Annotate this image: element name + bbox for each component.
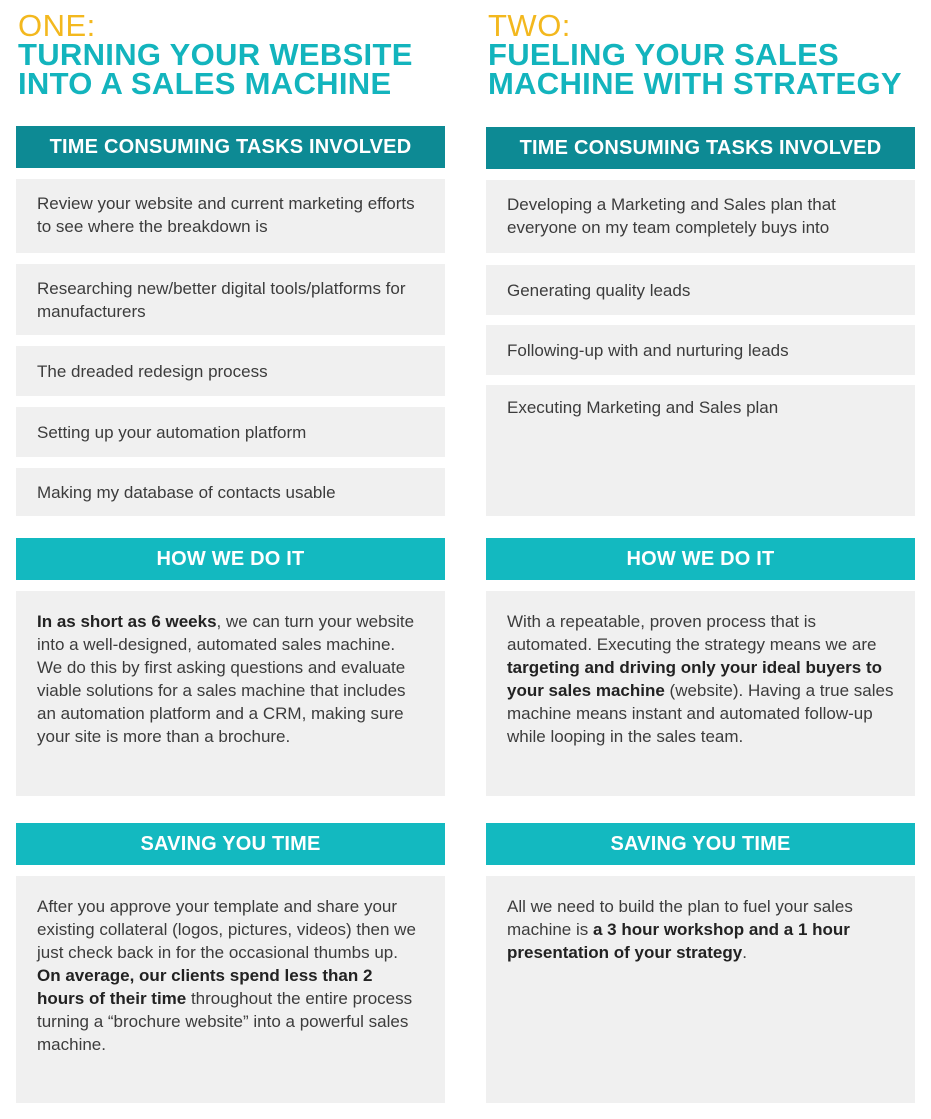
section-heading: FUELING YOUR SALES MACHINE WITH STRATEGY <box>488 37 902 101</box>
how-header: HOW WE DO IT <box>486 538 915 580</box>
section-number: TWO: <box>488 8 571 43</box>
task-item: Making my database of contacts usable <box>16 468 445 516</box>
column-two <box>486 0 916 1119</box>
column-one <box>16 0 446 1119</box>
task-item: The dreaded redesign process <box>16 346 445 396</box>
saving-body: After you approve your template and share your existing collateral (logos, pictures, videos) then we just check back in for the occasional thumbs up. On average, our clients spend less than 2 hours of their time throughout the entire process turning a “brochure website” into a powerful sales machine. <box>16 876 445 1103</box>
task-item: Developing a Marketing and Sales plan that everyone on my team completely buys into <box>486 180 915 253</box>
how-body: In as short as 6 weeks, we can turn your website into a well-designed, automated sales machine. We do this by first asking questions and evaluate viable solutions for a sales machine that includes an automation platform and a CRM, making sure your site is more than a brochure. <box>16 591 445 796</box>
tasks-header: TIME CONSUMING TASKS INVOLVED <box>486 127 915 169</box>
saving-header: SAVING YOU TIME <box>486 823 915 865</box>
task-item: Researching new/better digital tools/platforms for manufacturers <box>16 264 445 335</box>
tasks-header: TIME CONSUMING TASKS INVOLVED <box>16 126 445 168</box>
how-header: HOW WE DO IT <box>16 538 445 580</box>
task-item: Following-up with and nurturing leads <box>486 325 915 375</box>
saving-body: All we need to build the plan to fuel your sales machine is a 3 hour workshop and a 1 hour presentation of your strategy. <box>486 876 915 1103</box>
saving-header: SAVING YOU TIME <box>16 823 445 865</box>
section-heading: TURNING YOUR WEBSITE INTO A SALES MACHINE <box>18 37 413 101</box>
task-item: Setting up your automation platform <box>16 407 445 457</box>
task-item: Executing Marketing and Sales plan <box>486 385 915 516</box>
task-item: Review your website and current marketing efforts to see where the breakdown is <box>16 179 445 253</box>
task-item: Generating quality leads <box>486 265 915 315</box>
how-body: With a repeatable, proven process that is automated. Executing the strategy means we are targeting and driving only your ideal buyers to your sales machine (website). Having a true sales machine means instant and automated follow-up while looping in the sales team. <box>486 591 915 796</box>
section-number: ONE: <box>18 8 96 43</box>
